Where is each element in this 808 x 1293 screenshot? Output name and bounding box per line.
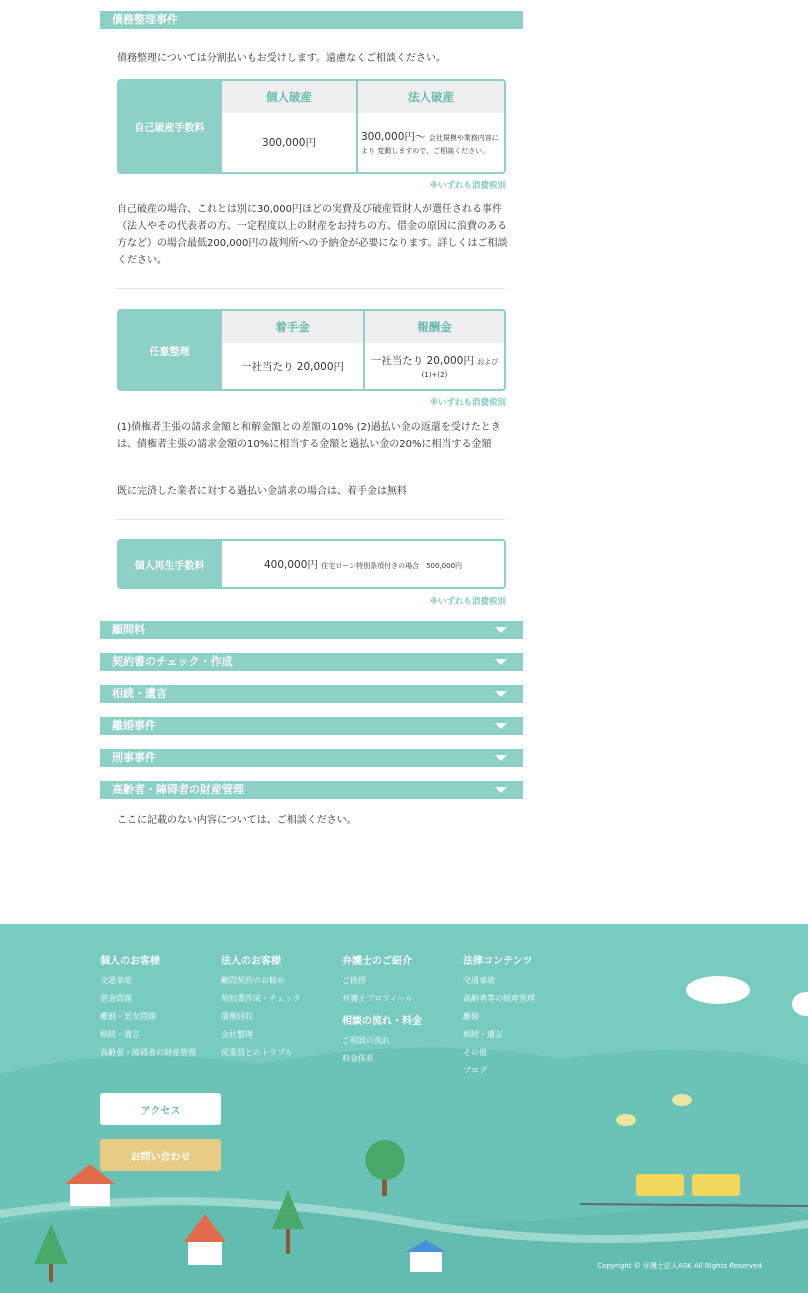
access-button[interactable]: アクセス xyxy=(100,1093,221,1125)
accordion-divorce[interactable] xyxy=(100,717,523,735)
divider xyxy=(117,519,506,520)
footer-link[interactable]: その他 xyxy=(463,1048,487,1057)
footer-col-lawyers xyxy=(342,956,422,1068)
accordion-criminal[interactable] xyxy=(100,749,523,767)
footer-col-personal xyxy=(100,956,196,1062)
voluntary-fee-table xyxy=(117,309,506,391)
rehab-note: 住宅ローン特別条項付きの場合 500,000円 xyxy=(321,561,463,570)
accordion-advisory[interactable] xyxy=(100,621,523,639)
footer-link[interactable]: 弁護士プロフィール xyxy=(342,994,414,1003)
footer-link[interactable]: 相続・遺言 xyxy=(100,1030,140,1039)
footer-link[interactable]: 相続・遺言 xyxy=(463,1030,503,1039)
chevron-down-icon xyxy=(495,723,507,729)
accordion-label: 顧問料 xyxy=(112,623,145,636)
section-header-debt xyxy=(100,11,523,29)
bankruptcy-fee-table xyxy=(117,79,506,174)
personal-bankruptcy-value: 300,000円 xyxy=(262,137,316,149)
voluntary-text-2: 既に完済した業者に対する過払い金請求の場合は、着手金は無料 xyxy=(117,486,407,497)
tax-note: ※いずれも消費税別 xyxy=(429,398,506,408)
reward-value: 一社当たり 20,000円 xyxy=(370,354,474,367)
chevron-down-icon xyxy=(495,627,507,633)
divider xyxy=(117,288,506,289)
intro-text: 債務整理については分割払いもお受けします。遠慮なくご相談ください。 xyxy=(117,53,446,64)
footer-link[interactable]: 交通事故 xyxy=(100,976,132,985)
footer-link[interactable]: 債権回収 xyxy=(221,1012,253,1021)
rehab-value: 400,000円 xyxy=(263,558,318,571)
footer-heading: 個人のお客様 xyxy=(100,956,160,967)
retainer-value: 一社当たり 20,000円 xyxy=(240,360,345,373)
footer-link[interactable]: ご相談の流れ xyxy=(342,1036,390,1045)
chevron-down-icon xyxy=(495,787,507,793)
voluntary-label: 任意整理 xyxy=(119,311,220,389)
tax-note: ※いずれも消費税別 xyxy=(429,597,506,607)
footer-col-corporate xyxy=(221,956,301,1062)
chevron-down-icon xyxy=(495,691,507,697)
footer-heading: 弁護士のご紹介 xyxy=(342,956,412,967)
tax-note: ※いずれも消費税別 xyxy=(429,181,506,191)
accordion-contract[interactable] xyxy=(100,653,523,671)
accordion-label: 相続・遺言 xyxy=(112,687,167,700)
accordion-label: 契約書のチェック・作成 xyxy=(112,655,233,668)
accordion-elderly[interactable] xyxy=(100,781,523,799)
footer-link[interactable]: 交通事故 xyxy=(463,976,495,985)
accordion-label: 離婚事件 xyxy=(112,719,156,732)
footer-heading: 法人のお客様 xyxy=(221,956,281,967)
footer-link[interactable]: 高齢者等の財産管理 xyxy=(463,994,535,1003)
reward-header: 報酬金 xyxy=(365,311,504,343)
accordion-inheritance[interactable] xyxy=(100,685,523,703)
corporate-bankruptcy-note: 会社規模や業務内容により 変動しますので、ご相談ください。 xyxy=(361,134,499,155)
footer-link[interactable]: ブログ xyxy=(463,1066,487,1075)
footer-col-contents xyxy=(463,956,535,1080)
footer-link[interactable]: 会社整理 xyxy=(221,1030,253,1039)
footer xyxy=(0,924,808,1293)
footer-link[interactable]: ご挨拶 xyxy=(342,976,366,985)
footer-link[interactable]: 契約書作成・チェック xyxy=(221,994,301,1003)
footer-link[interactable]: 離婚 xyxy=(463,1012,479,1021)
corporate-bankruptcy-header: 法人破産 xyxy=(358,81,504,113)
footer-link[interactable]: 料金体系 xyxy=(342,1054,374,1063)
bankruptcy-label: 自己破産手数料 xyxy=(119,81,220,172)
closing-text: ここに記載のない内容については、ご相談ください。 xyxy=(117,815,357,826)
rehab-fee-table xyxy=(117,539,506,589)
footer-link[interactable]: 離婚・男女問題 xyxy=(100,1012,156,1021)
rehab-label: 個人再生手数料 xyxy=(119,541,220,587)
corporate-bankruptcy-value: 300,000円〜 xyxy=(361,131,426,143)
contact-button[interactable]: お問い合わせ xyxy=(100,1139,221,1171)
footer-link[interactable]: 顧問契約のお勧め xyxy=(221,976,285,985)
footer-link[interactable]: 借金問題 xyxy=(100,994,132,1003)
footer-link[interactable]: 高齢者・障碍者の財産管理 xyxy=(100,1048,196,1057)
retainer-header: 着手金 xyxy=(222,311,363,343)
reward-note: および(1)+(2) xyxy=(421,357,499,379)
personal-bankruptcy-header: 個人破産 xyxy=(222,81,356,113)
chevron-down-icon xyxy=(495,755,507,761)
copyright: Copyright © 弁護士法人ASK All Rights Reserved. xyxy=(597,1262,764,1270)
accordion-label: 刑事事件 xyxy=(112,751,156,764)
bankruptcy-text: 自己破産の場合、これとは別に30,000円ほどの実費及び破産管財人が選任される事件（法人やその代表者の方、一定程度以上の財産をお持ちの方、借金の原因に浪費のある方など）の場合最低200,000円の裁判所への予納金が必要になります。詳しくはご相談ください。 xyxy=(117,204,508,266)
accordion-label: 高齢者・障碍者の財産管理 xyxy=(112,783,244,796)
voluntary-text-1: (1)債権者主張の請求金額と和解金額との差額の10% (2)過払い金の返還を受けたときは、債権者主張の請求金額の10%に相当する金額と過払い金の20%に相当する金額 xyxy=(117,422,501,450)
section-title: 債務整理事件 xyxy=(112,13,178,26)
footer-link[interactable]: 従業員とのトラブル xyxy=(221,1048,293,1057)
chevron-down-icon xyxy=(495,659,507,665)
footer-heading: 法律コンテンツ xyxy=(463,956,533,967)
footer-heading: 相談の流れ・料金 xyxy=(342,1016,422,1027)
